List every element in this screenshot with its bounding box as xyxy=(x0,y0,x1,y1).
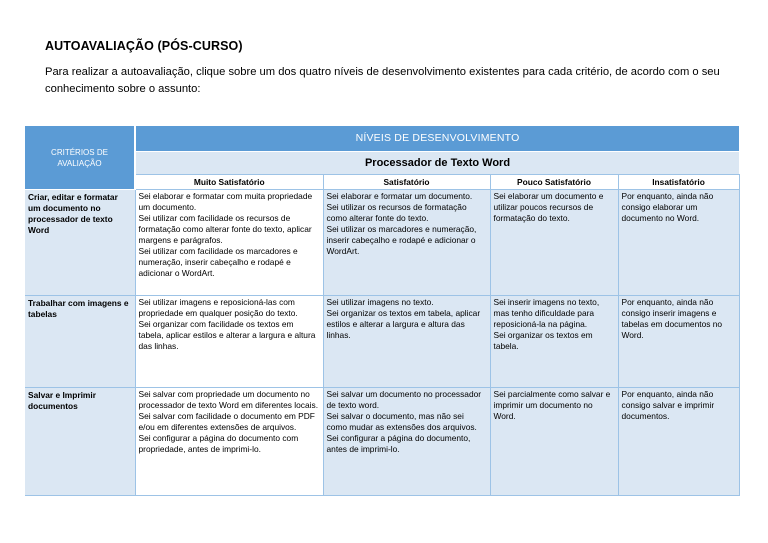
criterion-cell: Trabalhar com imagens e tabelas xyxy=(25,296,135,388)
level-option-pouco-satisfatorio[interactable]: Sei inserir imagens no texto, mas tenho dificuldade para reposicioná-la na página. Sei organizar os textos em tabela. xyxy=(490,296,618,388)
level-option-satisfatorio[interactable]: Sei salvar um documento no processador de texto word. Sei salvar o documento, mas não sei como mudar as extensões dos arquivos. Sei configurar a página do documento, antes de imprimi-lo. xyxy=(323,388,490,496)
self-assessment-rubric-table xyxy=(25,126,740,496)
level-option-satisfatorio[interactable]: Sei utilizar imagens no texto. Sei organizar os textos em tabela, aplicar estilos e alterar a largura e altura das linhas. xyxy=(323,296,490,388)
page-title: AUTOAVALIAÇÃO (PÓS-CURSO) xyxy=(45,39,243,53)
level-option-pouco-satisfatorio[interactable]: Sei parcialmente como salvar e imprimir um documento no Word. xyxy=(490,388,618,496)
table-header-row xyxy=(25,126,739,152)
level-option-muito-satisfatorio[interactable]: Sei utilizar imagens e reposicioná-las com propriedade em qualquer posição do texto. Sei organizar com facilidade os textos em tabela, aplicar estilos e alterar a largura e altura das linhas. xyxy=(135,296,323,388)
level-option-satisfatorio[interactable]: Sei elaborar e formatar um documento. Sei utilizar os recursos de formatação como alterar fonte do texto. Sei utilizar os marcadores e numeração, inserir cabeçalho e rodapé e adicionar o WordArt. xyxy=(323,190,490,296)
level-option-muito-satisfatorio[interactable]: Sei salvar com propriedade um documento no processador de texto Word em diferentes locais. Sei salvar com facilidade o documento em PDF e/ou em diferentes extensões de arquivos. Sei configurar a página do documento com propriedade, antes de imprimi-lo. xyxy=(135,388,323,496)
table-row xyxy=(25,190,739,296)
level-option-insatisfatorio[interactable]: Por enquanto, ainda não consigo inserir imagens e tabelas em documentos no Word. xyxy=(618,296,739,388)
levels-header: NÍVEIS DE DESENVOLVIMENTO xyxy=(135,126,739,152)
table-row xyxy=(25,388,739,496)
subject-header: Processador de Texto Word xyxy=(135,152,739,175)
level-option-insatisfatorio[interactable]: Por enquanto, ainda não consigo salvar e imprimir documentos. xyxy=(618,388,739,496)
criterion-cell: Salvar e Imprimir documentos xyxy=(25,388,135,496)
level-header-pouco-satisfatorio: Pouco Satisfatório xyxy=(490,175,618,190)
instructions-paragraph: Para realizar a autoavaliação, clique sobre um dos quatro níveis de desenvolvimento existentes para cada critério, de acordo com o seu conhecimento sobre o assunto: xyxy=(45,66,720,95)
level-header-satisfatorio: Satisfatório xyxy=(323,175,490,190)
level-header-insatisfatorio: Insatisfatório xyxy=(618,175,739,190)
level-option-pouco-satisfatorio[interactable]: Sei elaborar um documento e utilizar poucos recursos de formatação do texto. xyxy=(490,190,618,296)
criterion-cell: Criar, editar e formatar um documento no processador de texto Word xyxy=(25,190,135,296)
table-row xyxy=(25,296,739,388)
level-option-muito-satisfatorio[interactable]: Sei elaborar e formatar com muita propriedade um documento. Sei utilizar com facilidade os recursos de formatação como alterar fonte do texto, aplicar margens e parágrafos. Sei utilizar com facilidade os marcadores e numeração, inserir cabeçalho e rodapé e adicionar o WordArt. xyxy=(135,190,323,296)
level-option-insatisfatorio[interactable]: Por enquanto, ainda não consigo elaborar um documento no Word. xyxy=(618,190,739,296)
criteria-column-header xyxy=(25,126,135,190)
criteria-header-label: CRITÉRIOS DE AVALIAÇÃO xyxy=(51,147,108,168)
level-header-muito-satisfatorio: Muito Satisfatório xyxy=(135,175,323,190)
